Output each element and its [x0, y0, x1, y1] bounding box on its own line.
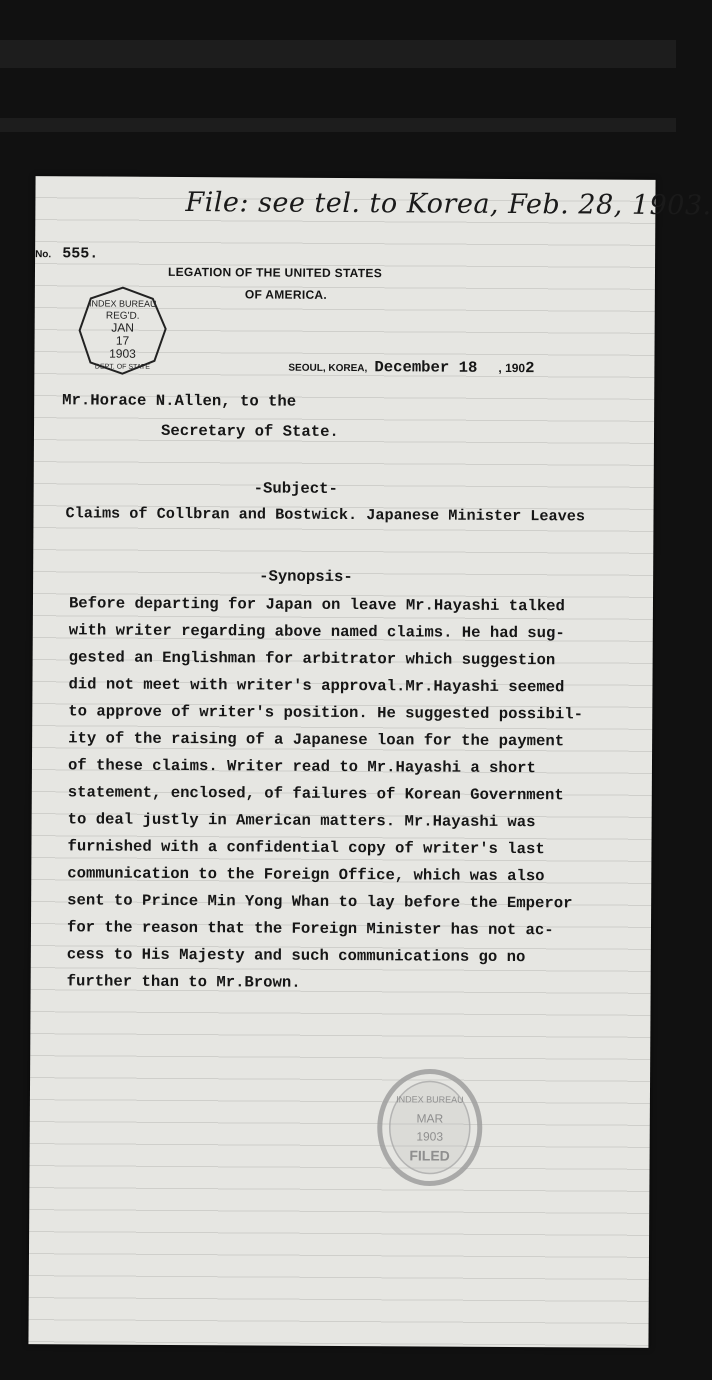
synopsis-line: further than to Mr.Brown.: [66, 972, 301, 992]
place-label: SEOUL, KOREA,: [288, 362, 368, 375]
synopsis-line: communication to the Foreign Office, which was also: [67, 864, 545, 886]
synopsis-line: to approve of writer's position. He suggested possibil-: [68, 702, 584, 724]
letterhead-line-1: LEGATION OF THE UNITED STATES: [167, 264, 383, 281]
letterhead-line-2: OF AMERICA.: [244, 287, 328, 302]
synopsis-line: gested an Englishman for arbitrator which suggestion: [68, 648, 556, 670]
number-label: No.: [35, 249, 52, 261]
film-edge-band: [0, 40, 676, 68]
index-bureau-stamp: [76, 284, 169, 377]
synopsis-line: did not meet with writer's approval.Mr.Hayashi seemed: [68, 675, 565, 697]
address-line-2: Secretary of State.: [160, 421, 339, 441]
filed-stamp-line-year: 1903: [416, 1129, 444, 1144]
synopsis-line: furnished with a confidential copy of writer's last: [67, 837, 545, 859]
synopsis-line: statement, enclosed, of failures of Korean Government: [67, 783, 564, 805]
filed-stamp: [374, 1066, 485, 1189]
dateline: [288, 356, 534, 378]
stamp-line-month: JAN: [111, 320, 135, 335]
synopsis-line: ity of the raising of a Japanese loan for the payment: [68, 729, 565, 751]
synopsis-line: cess to His Majesty and such communications go no: [66, 945, 526, 967]
year-prefix: , 190: [498, 360, 526, 376]
synopsis-line: for the reason that the Foreign Minister has not ac-: [66, 918, 554, 940]
synopsis-line: Before departing for Japan on leave Mr.Hayashi talked: [68, 594, 565, 616]
address-line-1: Mr.Horace N.Allen, to the: [62, 391, 297, 411]
synopsis-line: to deal justly in American matters. Mr.Hayashi was: [67, 810, 536, 832]
subject-heading: -Subject-: [253, 479, 338, 498]
synopsis-heading: -Synopsis-: [259, 567, 353, 587]
stamp-graphic: [76, 284, 169, 377]
date-text: December 18: [374, 358, 478, 377]
filed-stamp-line-filed: FILED: [409, 1147, 450, 1164]
subject-text: Claims of Collbran and Bostwick. Japanese Minister Leaves: [65, 504, 586, 526]
stamp-line-day: 17: [115, 333, 130, 348]
synopsis-line: of these claims. Writer read to Mr.Hayashi a short: [67, 756, 536, 778]
stamp-line-bureau: INDEX BUREAU: [89, 298, 157, 309]
filed-stamp-line-month: MAR: [416, 1111, 444, 1126]
document-sheet: [28, 176, 712, 1348]
document-number: [35, 242, 98, 262]
number-value: 555.: [62, 245, 99, 263]
stamp-line-regd: REG'D.: [105, 310, 140, 322]
synopsis-line: with writer regarding above named claims. He had sug-: [68, 621, 565, 643]
film-edge-band: [0, 118, 676, 132]
stamp-line-year: 1903: [109, 346, 136, 361]
filed-stamp-graphic: [374, 1066, 485, 1189]
handwritten-file-annotation: File: see tel. to Korea, Feb. 28, 1903.: [185, 187, 712, 222]
year-suffix: 2: [525, 359, 535, 378]
filed-stamp-line-bureau: INDEX BUREAU: [396, 1094, 464, 1105]
synopsis-line: sent to Prince Min Yong Whan to lay before the Emperor: [67, 891, 573, 913]
stamp-line-dept: DEPT. OF STATE: [94, 363, 150, 371]
